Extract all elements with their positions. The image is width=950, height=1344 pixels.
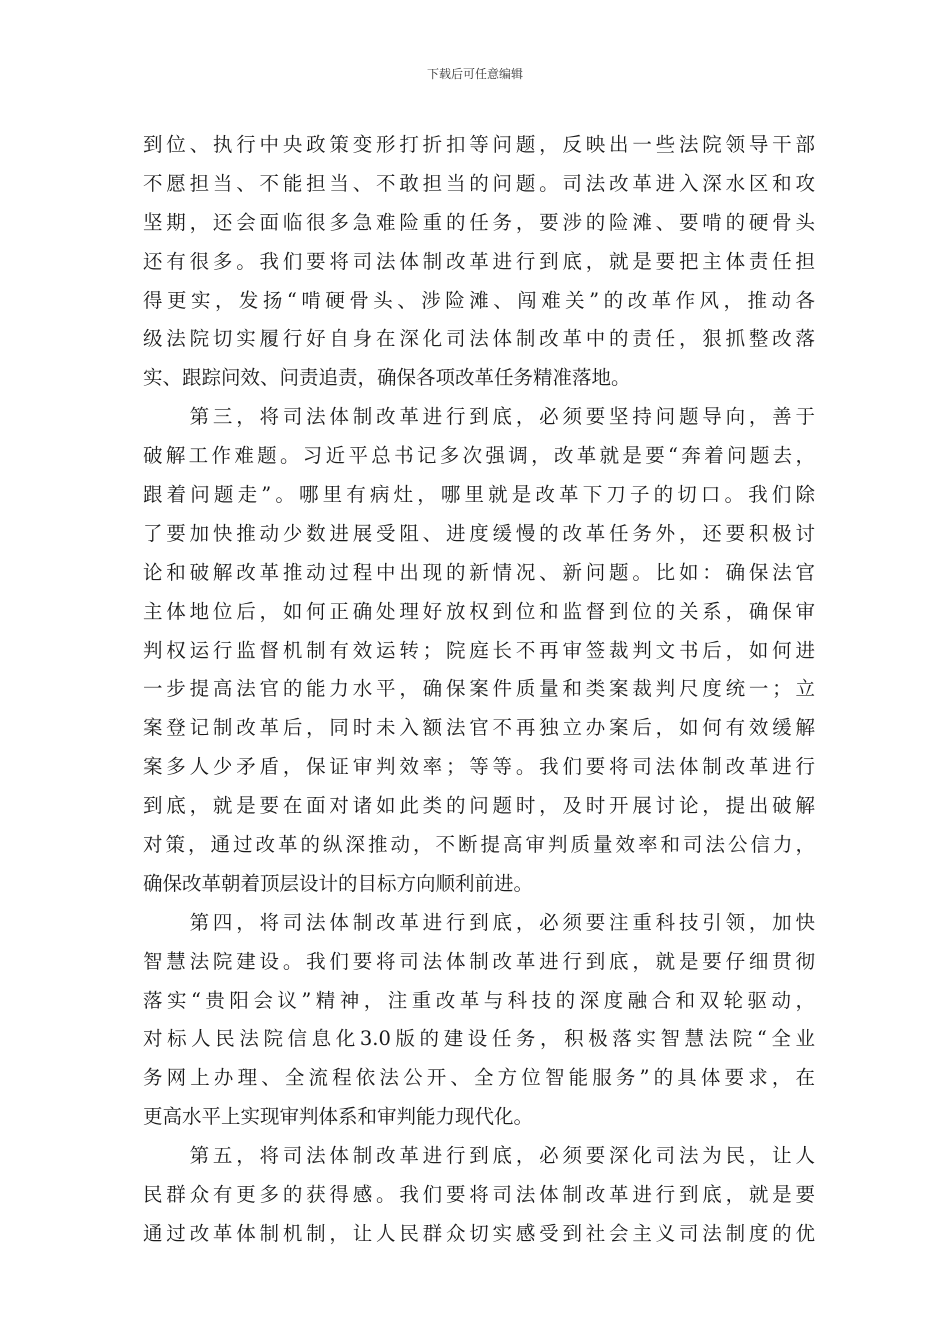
text-line: 案多人少矛盾，保证审判效率；等等。我们要将司法体制改革进行 [143, 755, 815, 779]
text-line: 了要加快推动少数进展受阻、进度缓慢的改革任务外，还要积极讨 [143, 521, 815, 545]
text-line: 通过改革体制机制，让人民群众切实感受到社会主义司法制度的优 [143, 1221, 815, 1245]
text-line: 不愿担当、不能担当、不敢担当的问题。司法改革进入深水区和攻 [143, 171, 815, 195]
text-line: 到位、执行中央政策变形打折扣等问题，反映出一些法院领导干部 [143, 133, 815, 156]
text-line: 确保改革朝着顶层设计的目标方向顺利前进。 [143, 871, 534, 895]
text-line: 跟着问题走”。哪里有病灶，哪里就是改革下刀子的切口。我们除 [143, 483, 815, 507]
text-line: 案登记制改革后，同时未入额法官不再独立办案后，如何有效缓解 [143, 716, 815, 740]
text-line: 到底，就是要在面对诸如此类的问题时，及时开展讨论，提出破解 [143, 794, 815, 818]
text-line: 更高水平上实现审判体系和审判能力现代化。 [143, 1105, 534, 1129]
text-line: 判权运行监督机制有效运转；院庭长不再审签裁判文书后，如何进 [143, 638, 815, 662]
text-line: 第三，将司法体制改革进行到底，必须要坚持问题导向，善于 [143, 405, 815, 429]
page-header: 下载后可任意编辑 [426, 67, 523, 81]
text-line: 坚期，还会面临很多急难险重的任务，要涉的险滩、要啃的硬骨头 [143, 210, 815, 234]
text-line: 务网上办理、全流程依法公开、全方位智能服务”的具体要求，在 [143, 1066, 815, 1090]
text-line: 还有很多。我们要将司法体制改革进行到底，就是要把主体责任担 [143, 249, 815, 273]
text-line: 对策，通过改革的纵深推动，不断提高审判质量效率和司法公信力， [143, 833, 815, 857]
text-line: 第四，将司法体制改革进行到底，必须要注重科技引领，加快 [143, 910, 815, 934]
text-line: 对标人民法院信息化3.0版的建设任务，积极落实智慧法院“全业 [143, 1027, 815, 1051]
text-line: 论和破解改革推动过程中出现的新情况、新问题。比如：确保法官 [143, 560, 815, 584]
text-line: 实、跟踪问效、问责追责，确保各项改革任务精准落地。 [143, 366, 631, 390]
text-line: 一步提高法官的能力水平，确保案件质量和类案裁判尺度统一；立 [143, 677, 815, 701]
text-line: 智慧法院建设。我们要将司法体制改革进行到底，就是要仔细贯彻 [143, 949, 815, 973]
text-line: 级法院切实履行好自身在深化司法体制改革中的责任，狠抓整改落 [143, 327, 815, 351]
text-line: 第五，将司法体制改革进行到底，必须要深化司法为民，让人 [143, 1144, 815, 1168]
text-line: 得更实，发扬“啃硬骨头、涉险滩、闯难关”的改革作风，推动各 [143, 288, 815, 312]
text-line: 落实“贵阳会议”精神，注重改革与科技的深度融合和双轮驱动， [143, 988, 815, 1012]
text-line: 主体地位后，如何正确处理好放权到位和监督到位的关系，确保审 [143, 599, 815, 623]
document-body [143, 126, 815, 1254]
text-line: 破解工作难题。习近平总书记多次强调，改革就是要“奔着问题去， [143, 444, 815, 468]
text-line: 民群众有更多的获得感。我们要将司法体制改革进行到底，就是要 [143, 1183, 815, 1207]
